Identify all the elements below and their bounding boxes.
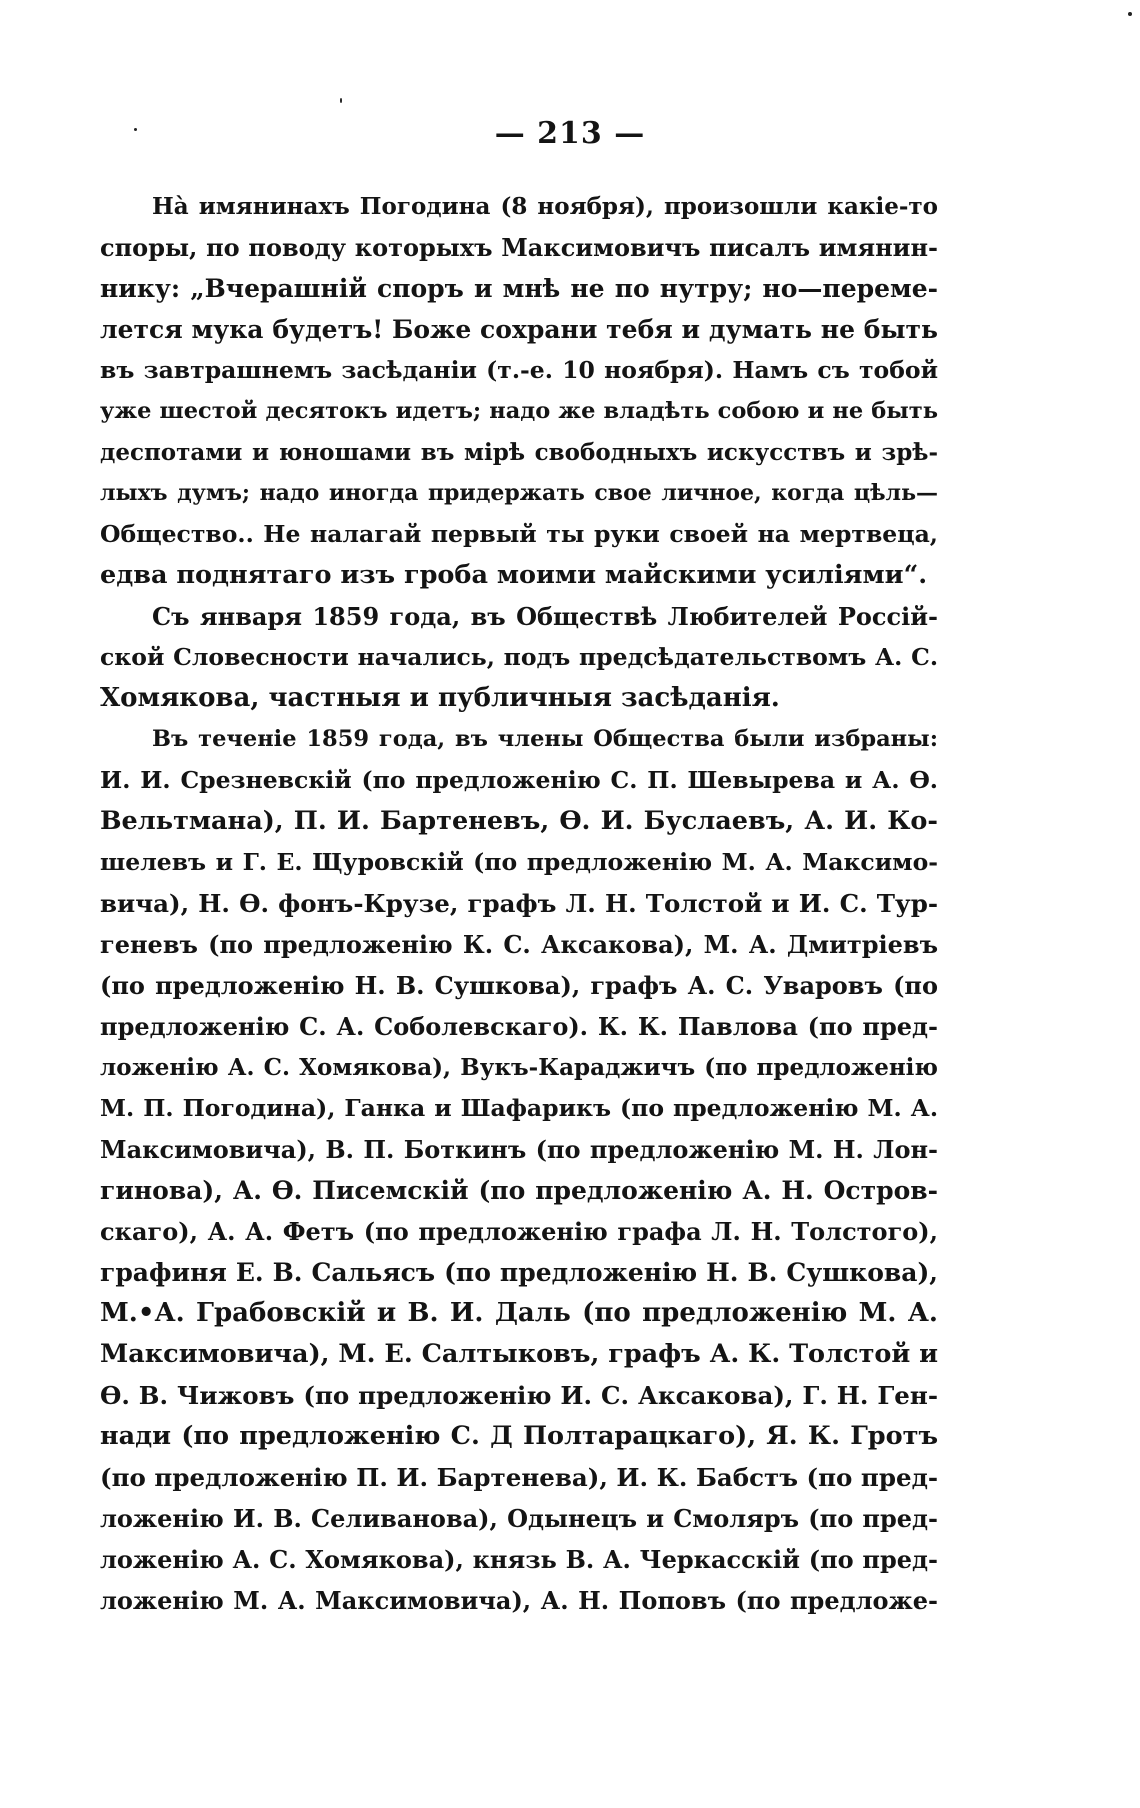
text-line: Максимовича), В. П. Боткинъ (по предложенію М. Н. Лон- <box>100 1135 938 1164</box>
text-line: ской Словесности начались, подъ предсѣдательствомъ А. С. <box>100 643 938 671</box>
text-line: графиня Е. В. Сальясъ (по предложенію Н. В. Сушкова), <box>100 1258 938 1287</box>
text-line: Съ января 1859 года, въ Обществѣ Любителей Россій- <box>152 602 938 631</box>
text-line: И. И. Срезневскій (по предложенію С. П. Шевырева и А. Ѳ. <box>100 766 938 794</box>
text-line: М. П. Погодина), Ганка и Шафарикъ (по предложенію М. А. <box>100 1094 938 1122</box>
text-line: Хомякова, частныя и публичныя засѣданія. <box>100 683 780 713</box>
text-line: предложенію С. А. Соболевскаго). К. К. Павлова (по пред- <box>100 1012 938 1041</box>
text-line: ложенію А. С. Хомякова), князь В. А. Черкасскій (по пред- <box>100 1545 938 1574</box>
text-line: уже шестой десятокъ идетъ; надо же владѣть собою и не быть <box>100 398 938 424</box>
text-line: нади (по предложенію С. Д Полтарацкаго), Я. К. Гротъ <box>100 1421 938 1451</box>
text-line: ложенію И. В. Селиванова), Одынецъ и Смоляръ (по пред- <box>100 1504 938 1533</box>
text-line: лыхъ думъ; надо иногда придержать свое личное, когда цѣль— <box>100 480 938 506</box>
text-line: Вельтмана), П. И. Бартеневъ, Ѳ. И. Буслаевъ, А. И. Ко- <box>100 806 938 836</box>
text-line: деспотами и юношами въ мірѣ свободныхъ искусствъ и зрѣ- <box>100 439 938 466</box>
text-line: геневъ (по предложенію К. С. Аксакова), М. А. Дмитріевъ <box>100 930 938 959</box>
page-number: — 213 — <box>494 116 646 151</box>
text-line: Максимовича), М. Е. Салтыковъ, графъ А. К. Толстой и <box>100 1339 939 1369</box>
print-speck <box>1128 12 1132 16</box>
text-line: (по предложенію Н. В. Сушкова), графъ А. С. Уваровъ (по <box>100 971 938 1000</box>
print-speck <box>340 98 342 103</box>
text-line: (по предложенію П. И. Бартенева), И. К. Бабстъ (по пред- <box>100 1463 939 1492</box>
text-line: Ѳ. В. Чижовъ (по предложенію И. С. Аксакова), Г. Н. Ген- <box>100 1381 938 1410</box>
text-line: Нà имянинахъ Погодина (8 ноября), произошли какіе-то <box>152 193 938 220</box>
text-line: въ завтрашнемъ засѣданіи (т.-е. 10 ноября). Намъ съ тобой <box>100 356 938 384</box>
text-line: нику: „Вчерашній споръ и мнѣ не по нутру; но—переме- <box>100 274 938 303</box>
text-line: гинова), А. Ѳ. Писемскій (по предложенію А. Н. Остров- <box>100 1176 938 1205</box>
text-line: ложенію М. А. Максимовича), А. Н. Поповъ (по предложе- <box>100 1586 938 1615</box>
text-line: скаго), А. А. Фетъ (по предложенію графа Л. Н. Толстого), <box>100 1217 938 1246</box>
text-line: Въ теченіе 1859 года, въ члены Общества были избраны: <box>152 726 938 752</box>
text-line: споры, по поводу которыхъ Максимовичъ писалъ имянин- <box>100 233 938 262</box>
text-line: М.•А. Грабовскій и В. И. Даль (по предложенію М. А. <box>100 1298 938 1328</box>
text-line: лется мука будетъ! Боже сохрани тебя и думать не быть <box>100 315 938 344</box>
text-line: вича), Н. Ѳ. фонъ-Крузе, графъ Л. Н. Толстой и И. С. Тур- <box>100 889 938 918</box>
text-line: Общество.. Не налагай первый ты руки своей на мертвеца, <box>100 520 938 548</box>
text-line: шелевъ и Г. Е. Щуровскій (по предложенію М. А. Максимо- <box>100 848 938 876</box>
body-text <box>100 186 938 1621</box>
text-line: ложенію А. С. Хомякова), Вукъ-Караджичъ (по предложенію <box>100 1054 938 1081</box>
text-line: едва поднятаго изъ гроба моими майскими усиліями“. <box>100 560 928 590</box>
